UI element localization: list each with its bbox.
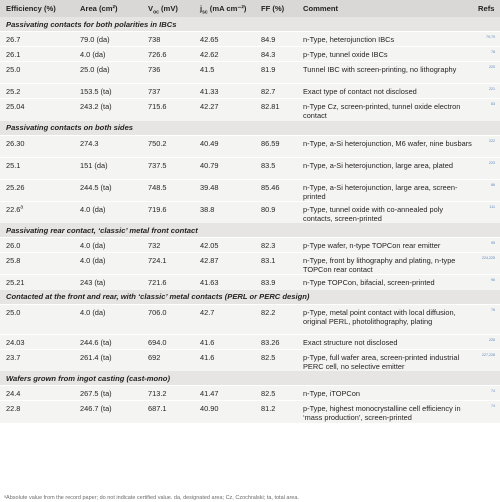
comment-cell: n-Type, front by lithography and plating, n-type TOPCon rear contact <box>297 253 472 275</box>
comment-cell: Exact structure not disclosed <box>297 334 472 349</box>
table-row <box>0 238 500 253</box>
jsc-cell: 41.6 <box>194 334 255 349</box>
area-cell: 246.7 (ta) <box>74 401 142 423</box>
table-row <box>0 401 500 423</box>
ff-cell: 80.9 <box>255 201 297 223</box>
section-header-row <box>0 290 500 305</box>
voc-cell: 692 <box>142 349 194 371</box>
efficiency-cell: 25.2 <box>0 84 74 99</box>
table-row <box>0 47 500 62</box>
area-cell: 4.0 (da) <box>74 253 142 275</box>
jsc-cell: 41.5 <box>194 62 255 84</box>
area-cell: 274.3 <box>74 135 142 157</box>
efficiency-cell: 25.04 <box>0 99 74 121</box>
table-row <box>0 32 500 47</box>
ff-cell: 83.1 <box>255 253 297 275</box>
comment-cell: n-Type TOPCon, bifacial, screen-printed <box>297 275 472 290</box>
table-row <box>0 99 500 121</box>
section-title: Passivating contacts on both sides <box>0 121 500 136</box>
jsc-cell: 41.33 <box>194 84 255 99</box>
table-row <box>0 201 500 223</box>
area-cell: 4.0 (da) <box>74 238 142 253</box>
efficiency-cell: 25.1 <box>0 157 74 179</box>
section-title: Contacted at the front and rear, with ‘classic’ metal contacts (PERL or PERC design) <box>0 290 500 305</box>
voc-cell: 732 <box>142 238 194 253</box>
section-header-row <box>0 223 500 238</box>
jsc-cell: 42.05 <box>194 238 255 253</box>
ff-cell: 83.9 <box>255 275 297 290</box>
refs-cell[interactable]: 226 <box>472 334 500 349</box>
voc-cell: 706.0 <box>142 304 194 334</box>
header-refs: Refs <box>472 0 500 17</box>
ff-cell: 83.5 <box>255 157 297 179</box>
header-comment: Comment <box>297 0 472 17</box>
table-row <box>0 334 500 349</box>
refs-cell[interactable]: 78 <box>472 47 500 62</box>
efficiency-cell: 22.6$^a$ <box>0 201 74 223</box>
voc-cell: 694.0 <box>142 334 194 349</box>
area-cell: 267.5 (ta) <box>74 386 142 401</box>
voc-cell: 715.6 <box>142 99 194 121</box>
efficiency-cell: 24.4 <box>0 386 74 401</box>
efficiency-cell: 25.0 <box>0 304 74 334</box>
jsc-cell: 41.6 <box>194 349 255 371</box>
refs-cell[interactable]: 96 <box>472 275 500 290</box>
section-header-row <box>0 121 500 136</box>
refs-cell[interactable]: 74 <box>472 401 500 423</box>
area-cell: 244.6 (ta) <box>74 334 142 349</box>
jsc-cell: 40.79 <box>194 157 255 179</box>
jsc-cell: 42.87 <box>194 253 255 275</box>
comment-cell: n-Type, iTOPCon <box>297 386 472 401</box>
area-cell: 79.0 (da) <box>74 32 142 47</box>
refs-cell[interactable]: 221 <box>472 84 500 99</box>
section-title: Wafers grown from ingot casting (cast-mono) <box>0 371 500 386</box>
efficiency-cell: 26.1 <box>0 47 74 62</box>
refs-cell[interactable]: 83 <box>472 99 500 121</box>
efficiency-cell: 24.03 <box>0 334 74 349</box>
table-body <box>0 17 500 423</box>
table-row <box>0 84 500 99</box>
area-cell: 4.0 (da) <box>74 201 142 223</box>
voc-cell: 738 <box>142 32 194 47</box>
efficiency-cell: 22.8 <box>0 401 74 423</box>
comment-cell: p-Type wafer, n-type TOPCon rear emitter <box>297 238 472 253</box>
area-cell: 261.4 (ta) <box>74 349 142 371</box>
ff-cell: 82.3 <box>255 238 297 253</box>
header-jsc: $j_{sc}$ (mA cm⁻²) <box>194 0 255 17</box>
header-voc: $V_{oc}$ (mV) <box>142 0 194 17</box>
section-header-row <box>0 17 500 32</box>
jsc-cell: 38.8 <box>194 201 255 223</box>
efficiency-cell: 25.8 <box>0 253 74 275</box>
header-ff: FF (%) <box>255 0 297 17</box>
ff-cell: 82.5 <box>255 386 297 401</box>
voc-cell: 721.6 <box>142 275 194 290</box>
ff-cell: 81.2 <box>255 401 297 423</box>
jsc-cell: 42.62 <box>194 47 255 62</box>
area-cell: 153.5 (ta) <box>74 84 142 99</box>
comment-cell: p-Type, full wafer area, screen-printed industrial PERC cell, no selective emitter <box>297 349 472 371</box>
voc-cell: 726.6 <box>142 47 194 62</box>
refs-cell[interactable]: 79,79 <box>472 32 500 47</box>
refs-cell[interactable]: 86 <box>472 179 500 201</box>
voc-cell: 737 <box>142 84 194 99</box>
area-cell: 243.2 (ta) <box>74 99 142 121</box>
jsc-cell: 40.90 <box>194 401 255 423</box>
ff-cell: 82.81 <box>255 99 297 121</box>
table-row <box>0 386 500 401</box>
area-cell: 25.0 (da) <box>74 62 142 84</box>
refs-cell[interactable]: 227,228 <box>472 349 500 371</box>
refs-cell[interactable]: 95 <box>472 238 500 253</box>
comment-cell: n-Type, a-Si heterojunction, large area, screen-printed <box>297 179 472 201</box>
comment-cell: p-Type, tunnel oxide IBCs <box>297 47 472 62</box>
area-cell: 4.0 (da) <box>74 304 142 334</box>
efficiency-cell: 26.7 <box>0 32 74 47</box>
voc-cell: 719.6 <box>142 201 194 223</box>
table-row <box>0 349 500 371</box>
ff-cell: 82.7 <box>255 84 297 99</box>
comment-cell: n-Type, heterojunction IBCs <box>297 32 472 47</box>
ff-cell: 81.9 <box>255 62 297 84</box>
refs-cell[interactable]: 224,225 <box>472 253 500 275</box>
refs-cell[interactable]: 220 <box>472 62 500 84</box>
jsc-cell: 42.7 <box>194 304 255 334</box>
ff-cell: 83.26 <box>255 334 297 349</box>
comment-cell: p-Type, metal point contact with local diffusion, original PERL, photolithography, plating <box>297 304 472 334</box>
table-row <box>0 304 500 334</box>
efficiency-cell: 25.21 <box>0 275 74 290</box>
efficiency-cell: 25.26 <box>0 179 74 201</box>
header-efficiency: Efficiency (%) <box>0 0 74 17</box>
area-cell: 243 (ta) <box>74 275 142 290</box>
voc-cell: 748.5 <box>142 179 194 201</box>
voc-cell: 724.1 <box>142 253 194 275</box>
table-row <box>0 253 500 275</box>
comment-cell: n-Type Cz, screen-printed, tunnel oxide electron contact <box>297 99 472 121</box>
jsc-cell: 41.63 <box>194 275 255 290</box>
area-cell: 151 (da) <box>74 157 142 179</box>
jsc-cell: 40.49 <box>194 135 255 157</box>
table-row <box>0 135 500 157</box>
jsc-cell: 42.65 <box>194 32 255 47</box>
comment-cell: Exact type of contact not disclosed <box>297 84 472 99</box>
area-cell: 4.0 (da) <box>74 47 142 62</box>
ff-cell: 82.5 <box>255 349 297 371</box>
comment-cell: p-Type, tunnel oxide with co-annealed poly contacts, screen-printed <box>297 201 472 223</box>
refs-cell[interactable]: 74 <box>472 386 500 401</box>
jsc-cell: 41.47 <box>194 386 255 401</box>
section-title: Passivating rear contact, ‘classic’ metal front contact <box>0 223 500 238</box>
comment-cell: n-Type, a-Si heterojunction, large area, plated <box>297 157 472 179</box>
voc-cell: 687.1 <box>142 401 194 423</box>
efficiency-cell: 26.30 <box>0 135 74 157</box>
jsc-cell: 42.27 <box>194 99 255 121</box>
section-title: Passivating contacts for both polarities in IBCs <box>0 17 500 32</box>
table-row <box>0 157 500 179</box>
ff-cell: 85.46 <box>255 179 297 201</box>
footnote-marker: a <box>20 204 24 211</box>
refs-cell[interactable]: 223 <box>472 157 500 179</box>
voc-cell: 713.2 <box>142 386 194 401</box>
table-row <box>0 179 500 201</box>
ff-cell: 84.3 <box>255 47 297 62</box>
table-row <box>0 62 500 84</box>
table-footnote: ᵃAbsolute value from the record paper; do not indicate certified value. da, designated area; Cz, Czochralski; ta, total area. <box>4 495 299 501</box>
header-row <box>0 0 500 17</box>
refs-cell[interactable]: 76 <box>472 304 500 334</box>
voc-cell: 737.5 <box>142 157 194 179</box>
area-cell: 244.5 (ta) <box>74 179 142 201</box>
comment-cell: n-Type, a-Si heterojunction, M6 wafer, nine busbars <box>297 135 472 157</box>
efficiency-cell: 25.0 <box>0 62 74 84</box>
refs-cell[interactable]: 222 <box>472 135 500 157</box>
header-area: Area (cm²) <box>74 0 142 17</box>
section-header-row <box>0 371 500 386</box>
ff-cell: 82.2 <box>255 304 297 334</box>
jsc-cell: 39.48 <box>194 179 255 201</box>
voc-cell: 736 <box>142 62 194 84</box>
voc-cell: 750.2 <box>142 135 194 157</box>
efficiency-cell: 23.7 <box>0 349 74 371</box>
comment-cell: p-Type, highest monocrystalline cell efficiency in ‘mass production’, screen-printed <box>297 401 472 423</box>
efficiency-cell: 26.0 <box>0 238 74 253</box>
ff-cell: 84.9 <box>255 32 297 47</box>
comment-cell: Tunnel IBC with screen-printing, no lithography <box>297 62 472 84</box>
table-row <box>0 275 500 290</box>
refs-cell[interactable]: 111 <box>472 201 500 223</box>
ff-cell: 86.59 <box>255 135 297 157</box>
